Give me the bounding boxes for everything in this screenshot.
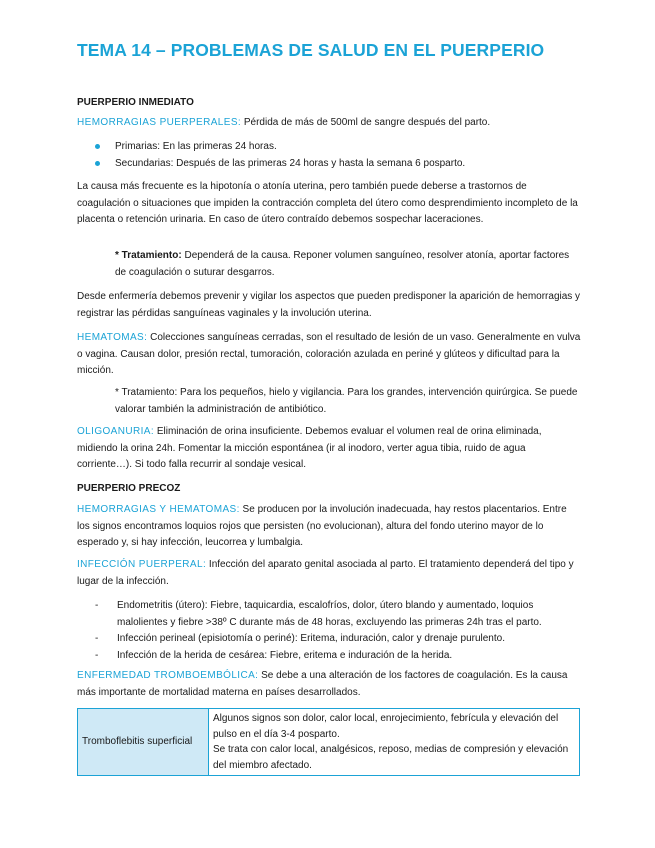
- infeccion-heading: INFECCIÓN PUERPERAL:: [77, 559, 207, 570]
- table-line-treatment: Se trata con calor local, analgésicos, reposo, medias de compresión y elevación del miembro afectado.: [213, 744, 569, 771]
- section-heading-inmediato: PUERPERIO INMEDIATO: [77, 97, 194, 108]
- treatment-label: * Tratamiento:: [115, 250, 182, 261]
- list-item: - Infección de la herida de cesárea: Fiebre, eritema e induración de la herida.: [95, 648, 585, 665]
- tromboembolica-text: Se debe a una alteración de los factores de coagulación. Es la causa más importante de mortalidad materna en países desarrollados.: [77, 670, 568, 698]
- tromboembolica-paragraph: [77, 668, 582, 701]
- oligoanuria-text: Eliminación de orina insuficiente. Debemos evaluar el volumen real de orina eliminada, midiendo la orina 24h. Fomentar la micción espontánea (ir al inodoro, verter agua tibia, ruido de agua corriente…). Si todo falla recurrir al sondaje vesical.: [77, 426, 542, 470]
- dash-marker: -: [95, 600, 99, 611]
- table-cell-description: [209, 709, 580, 776]
- list-item: Primarias: En las primeras 24 horas.: [95, 138, 465, 155]
- hemorragias-hematomas-heading: HEMORRAGIAS Y HEMATOMAS:: [77, 504, 240, 515]
- infeccion-text: Infección del aparato genital asociada al parto. El tratamiento dependerá del tipo y lugar de la infección.: [77, 559, 574, 587]
- treatment-text: Dependerá de la causa. Reponer volumen sanguíneo, resolver atonía, aportar factores de coagulación o suturar desgarros.: [115, 250, 570, 278]
- infeccion-list: [95, 598, 585, 664]
- oligoanuria-heading: OLIGOANURIA:: [77, 426, 155, 437]
- dash-marker: -: [95, 633, 99, 644]
- hemorragias-heading: HEMORRAGIAS PUERPERALES:: [77, 117, 242, 128]
- bullet-icon: [95, 144, 100, 149]
- section-heading-precoz: PUERPERIO PRECOZ: [77, 483, 181, 494]
- table-cell-label: Tromboflebitis superficial: [78, 709, 209, 776]
- hematomas-treatment: * Tratamiento: Para los pequeños, hielo y vigilancia. Para los grandes, intervención quirúrgica. Se puede valorar también la administración de antibiótico.: [115, 387, 578, 415]
- table-row: [78, 709, 580, 776]
- list-item: - Infección perineal (episiotomía o periné): Eritema, induración, calor y drenaje purulento.: [95, 631, 585, 648]
- table-line-signs: Algunos signos son dolor, calor local, enrojecimiento, febrícula y elevación del pulso en el día 3-4 posparto.: [213, 713, 559, 740]
- list-item: - Endometritis (útero): Fiebre, taquicardia, escalofríos, dolor, útero blando y aumentado, loquios malolientes y fiebre >38º C durante más de 48 horas, excluyendo las primeras 24h tras el parto.: [95, 600, 542, 628]
- oligoanuria-paragraph: [77, 424, 582, 474]
- page-title: TEMA 14 – PROBLEMAS DE SALUD EN EL PUERPERIO: [77, 40, 545, 60]
- hematomas-heading: HEMATOMAS:: [77, 332, 148, 343]
- hemorragias-cause-paragraph: La causa más frecuente es la hipotonía o atonía uterina, pero también puede deberse a trastornos de coagulación o situaciones que impiden la contracción completa del útero como desprendimiento incompleto de la placenta o retención urinaria. En caso de útero contraído debemos sospechar laceraciones.: [77, 181, 578, 225]
- infeccion-paragraph: [77, 557, 582, 590]
- dash-marker: -: [95, 649, 99, 661]
- hemorragias-list: [95, 138, 465, 172]
- nursing-paragraph: Desde enfermería debemos prevenir y vigilar los aspectos que pueden predisponer la aparición de hemorragias y registrar las pérdidas sanguíneas vaginales y la involución uterina.: [77, 291, 581, 319]
- hemorragias-hematomas-paragraph: [77, 502, 582, 552]
- hemorragias-definition: [77, 115, 582, 132]
- tromboembolica-heading: ENFERMEDAD TROMBOEMBÓLICA:: [77, 670, 259, 681]
- tromboflebitis-table: [77, 708, 580, 776]
- hemorragias-text: Pérdida de más de 500ml de sangre después del parto.: [241, 117, 491, 128]
- hemorragias-hematomas-text: Se producen por la involución inadecuada, hay restos placentarios. Entre los signos encontramos loquios rojos que persisten (no evolucionan), altura del fondo uterino mayor de lo esperado y, si hay infección, leucorrea y lumbalgia.: [77, 504, 567, 548]
- bullet-icon: [95, 161, 100, 166]
- list-item: Secundarias: Después de las primeras 24 horas y hasta la semana 6 posparto.: [95, 155, 465, 172]
- hemorragias-treatment: [115, 248, 580, 281]
- hematomas-paragraph: [77, 330, 582, 380]
- hematomas-text: Colecciones sanguíneas cerradas, son el resultado de lesión de un vaso. Generalmente en vulva o vagina. Causan dolor, presión rectal, tumoración, coloración azulada en periné y glúteos y dificultad para la micción.: [77, 332, 581, 376]
